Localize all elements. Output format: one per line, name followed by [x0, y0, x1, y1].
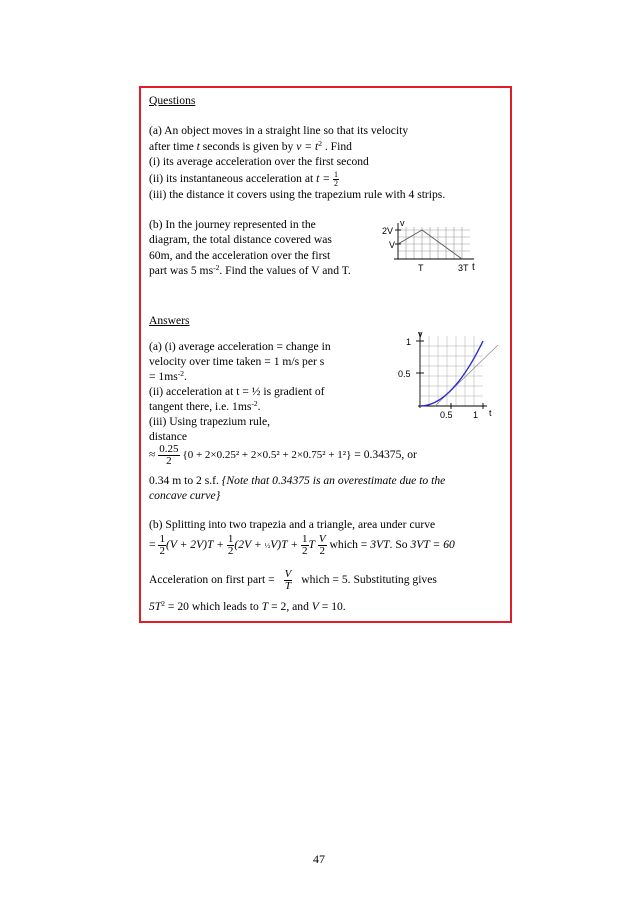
text: after time: [149, 140, 194, 153]
fraction-025-over-2: [158, 444, 179, 467]
text: (ii) its instantaneous acceleration at: [149, 172, 314, 186]
var-t: T: [261, 600, 269, 613]
text: .: [184, 370, 187, 383]
denominator: 2: [319, 544, 325, 557]
trapezium-equation: [149, 442, 417, 468]
velocity-time-diagram: [380, 215, 490, 275]
fraction-half-3: [301, 534, 309, 557]
term-2b: V)T +: [270, 538, 299, 551]
equation: v = t: [296, 140, 319, 153]
numerator: V: [318, 532, 326, 545]
graph-x-tick-1: 1: [473, 410, 479, 420]
v-axis-label: v: [400, 218, 405, 228]
area-equation: [149, 530, 455, 561]
numerator: V: [284, 567, 292, 580]
superscript: -2: [177, 369, 185, 378]
denominator: 2: [227, 544, 234, 557]
numerator: 0.25: [159, 442, 179, 455]
small-half: ½: [264, 541, 271, 550]
ans-a-line3: [149, 370, 187, 383]
superscript: 2: [318, 139, 322, 148]
approx-sign: ≈: [149, 448, 156, 461]
label-2v: 2V: [382, 226, 394, 236]
equation: t =: [316, 172, 331, 186]
q-b-line3: 60m, and the acceleration over the first: [149, 249, 331, 262]
var-t: t: [196, 140, 200, 153]
ans-a-line7: distance: [149, 430, 187, 443]
term-3: T: [308, 538, 315, 551]
q-b-line4: [149, 264, 351, 277]
numerator: 1: [227, 532, 234, 545]
page-number: 47: [313, 852, 325, 866]
equation-5t2: 5T: [149, 600, 162, 613]
term-1: (V + 2V)T +: [165, 538, 225, 551]
text: tangent there, i.e. 1ms: [149, 400, 252, 413]
text: part was 5 ms: [149, 264, 214, 277]
q-a-line2: [149, 140, 352, 153]
trapezium-sum: {0 + 2×0.25² + 2×0.5² + 2×0.75² + 1²}: [182, 449, 352, 461]
ans-a-line4: (ii) acceleration at t = ½ is gradient of: [149, 385, 325, 398]
denominator: T: [284, 579, 291, 592]
questions-heading: Questions: [149, 94, 196, 107]
text: . Find: [324, 140, 352, 153]
denominator: 2: [166, 454, 172, 467]
numerator: 1: [159, 532, 165, 545]
superscript: -2: [213, 263, 220, 272]
q-b-line1: (b) In the journey represented in the: [149, 218, 316, 231]
var-v: V: [311, 600, 319, 613]
graph-grid: [420, 336, 483, 406]
text: seconds is given by: [202, 140, 294, 153]
ans-a-line1: (a) (i) average acceleration = change in: [149, 340, 331, 353]
final-result-line: [149, 600, 346, 613]
note: {Note that 0.34375 is an overestimate due to the: [221, 474, 446, 487]
label-t: T: [418, 263, 424, 273]
text: .: [257, 400, 261, 413]
fraction-half-1: [158, 534, 166, 557]
term-2a: (2V +: [234, 538, 262, 551]
t-axis-label: t: [472, 262, 475, 273]
text: = 10.: [321, 600, 346, 613]
superscript: -2: [251, 399, 258, 408]
fraction-v-over-2: [318, 534, 327, 557]
graph-v-label: v: [418, 329, 423, 339]
text: 0.34 m to 2 s.f.: [149, 474, 219, 487]
fraction-half: [333, 171, 339, 188]
numerator: 1: [302, 532, 308, 545]
numerator: 1: [333, 170, 338, 179]
text: . So: [389, 538, 408, 551]
trapezium-result: = 0.34375, or: [354, 448, 417, 461]
text: which = 5. Substituting gives: [301, 573, 437, 586]
graph-x-tick-05: 0.5: [440, 410, 453, 420]
q-b-line2: diagram, the total distance covered was: [149, 233, 332, 246]
denominator: 2: [333, 179, 338, 188]
label-3t: 3T: [458, 263, 469, 273]
ans-a-line9: [149, 474, 445, 487]
graph-y-tick-1: 1: [406, 337, 412, 347]
denominator: 2: [302, 544, 308, 557]
superscript: 2: [161, 599, 165, 608]
ans-a-line2: velocity over time taken = 1 m/s per s: [149, 355, 325, 368]
answers-heading: Answers: [149, 314, 190, 327]
result-3vt: 3VT: [370, 538, 390, 551]
fraction-v-over-t: [284, 569, 293, 592]
graph-t-label: t: [489, 408, 492, 418]
acceleration-equation: [149, 565, 437, 595]
equation-3vt-60: 3VT = 60: [410, 538, 455, 551]
equals: =: [149, 538, 156, 551]
diagram-grid: [398, 227, 470, 259]
q-a-i: (i) its average acceleration over the first second: [149, 155, 369, 168]
ans-a-line10: concave curve}: [149, 489, 221, 502]
q-a-ii: [149, 171, 339, 188]
ans-a-line5: [149, 400, 261, 413]
q-a-line1: (a) An object moves in a straight line so that its velocity: [149, 124, 409, 137]
velocity-curve-graph: [395, 326, 513, 426]
text: = 20: [167, 600, 189, 613]
denominator: 2: [159, 544, 165, 557]
text: Acceleration on first part =: [149, 573, 275, 586]
text: which =: [329, 538, 368, 551]
graph-y-tick-05: 0.5: [398, 369, 411, 379]
text: = 2, and: [271, 600, 309, 613]
text: which leads to: [191, 600, 259, 613]
q-a-iii: (iii) the distance it covers using the trapezium rule with 4 strips.: [149, 188, 446, 201]
text: . Find the values of V and T.: [219, 264, 351, 277]
text: = 1ms: [149, 370, 178, 383]
ans-b-line1: (b) Splitting into two trapezia and a triangle, area under curve: [149, 518, 436, 531]
label-v: V: [389, 240, 396, 250]
ans-a-line6: (iii) Using trapezium rule,: [149, 415, 271, 428]
